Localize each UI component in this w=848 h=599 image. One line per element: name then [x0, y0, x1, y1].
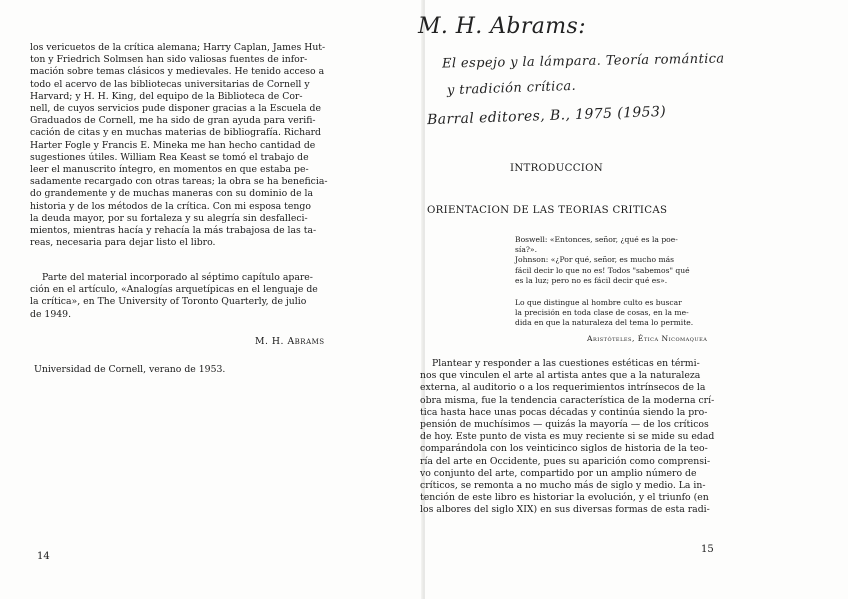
left-line: Parte del material incorporado al séptimo capítulo apare-: [42, 272, 313, 283]
author-signature: M. H. Abrams: [255, 336, 325, 347]
left-line: leer el manuscrito íntegro, en momentos en que estaba pe-: [30, 164, 309, 176]
right-line: pensión de muchísimos — quizás la mayoría — de los críticos: [420, 419, 709, 431]
quote-attribution: Aristóteles, Ética Nicomaquea: [587, 334, 708, 343]
epigraph-line: la precisión en toda clase de cosas, en la me-: [515, 308, 689, 318]
left-line: historia y de los métodos de la crítica. Con mi esposa tengo: [30, 200, 311, 212]
right-line: externa, al auditorio o a los requerimientos intrínsecos de la: [420, 382, 706, 394]
left-line: Graduados de Cornell, me ha sido de gran ayuda para verifi-: [30, 115, 316, 127]
epigraph-line: Johnson: «¿Por qué, señor, es mucho más: [515, 255, 675, 265]
right-line: los albores del siglo XIX) en sus diversas formas de esta radi-: [420, 504, 710, 516]
left-line: mación sobre temas clásicos y medievales. He tenido acceso a: [30, 66, 325, 78]
left-line: Harter Fogle y Francis E. Mineka me han hecho cantidad de: [30, 139, 316, 151]
handwritten-title: El espejo y la lámpara. Teoría romántica: [441, 51, 725, 72]
left-line: de 1949.: [30, 308, 72, 320]
left-line: nell, de cuyos servicios pude disponer gracias a la Escuela de: [30, 103, 321, 115]
left-line: Harvard; y H. H. King, del equipo de la Biblioteca de Cor-: [30, 90, 303, 102]
right-body-text: [420, 358, 716, 517]
left-paragraph-2: [30, 272, 348, 321]
right-line: nos que vinculen el arte al artista antes que a la naturaleza: [420, 370, 701, 382]
handwritten-author: M. H. Abrams:: [418, 14, 587, 39]
right-page: [418, 0, 848, 599]
left-line: reas, necesaria para dejar listo el libro.: [30, 237, 216, 249]
right-line: comparándola con los veinticinco siglos de historia de la teo-: [420, 443, 708, 455]
section-title: ORIENTACION DE LAS TEORIAS CRITICAS: [427, 205, 668, 216]
left-line: ton y Friedrich Solmsen han sido valiosas fuentes de infor-: [30, 54, 308, 66]
left-line: mientos, mientras hacía y rehacía la más trabajosa de las ta-: [30, 225, 317, 237]
epigraph-line: sía?».: [515, 245, 537, 255]
left-line: todo el acervo de las bibliotecas universitarias de Cornell y: [30, 78, 310, 90]
handwritten-subtitle: y tradición crítica.: [446, 78, 577, 99]
epigraph-line: dida en que la naturaleza del tema lo permite.: [515, 318, 694, 328]
right-line: críticos, se remonta a no mucho más de siglo y medio. La in-: [420, 480, 706, 492]
left-page: [0, 0, 423, 599]
right-line: obra misma, fue la tendencia característica de la moderna crí-: [420, 394, 715, 406]
left-page-number: 14: [37, 551, 50, 562]
epigraph-line: es la luz; pero no es fácil decir qué es».: [515, 275, 668, 285]
epigraph-line: fácil decir lo que no es! Todos "sabemos" qué: [515, 265, 690, 275]
right-page-number: 15: [701, 544, 714, 555]
left-line: la crítica», en The University of Toronto Quarterly, de julio: [30, 296, 307, 308]
place-date: Universidad de Cornell, verano de 1953.: [34, 364, 226, 375]
epigraph-dialogue: [515, 235, 705, 286]
right-line: ría del arte en Occidente, pues su aparición como comprensi-: [420, 455, 711, 467]
left-line: sugestiones útiles. William Rea Keast se tomó el trabajo de: [30, 151, 309, 163]
left-line: los vericuetos de la crítica alemana; Harry Caplan, James Hut-: [30, 42, 326, 53]
left-line: ción en el artículo, «Analogías arquetípicas en el lenguaje de: [30, 284, 318, 296]
right-line: Plantear y responder a las cuestiones estéticas en térmi-: [432, 358, 700, 369]
right-line: de hoy. Este punto de vista es muy reciente si se mide su edad: [420, 431, 715, 443]
chapter-title: INTRODUCCION: [510, 163, 603, 174]
left-body-text: [30, 42, 348, 249]
right-line: tención de este libro es historiar la evolución, y el triunfo (en: [420, 492, 709, 504]
epigraph-line: Lo que distingue al hombre culto es buscar: [515, 298, 682, 307]
epigraph-quote: [515, 298, 705, 329]
left-line: cación de citas y en muchas materias de bibliografía. Richard: [30, 127, 322, 139]
epigraph-line: Boswell: «Entonces, señor, ¿qué es la poe-: [515, 235, 678, 244]
left-line: do grandemente y de muchas maneras con su dominio de la: [30, 188, 314, 200]
handwritten-publisher: Barral editores, B., 1975 (1953): [426, 103, 667, 129]
right-line: tica hasta hace unas pocas décadas y continúa siendo la pro-: [420, 406, 708, 418]
left-line: la deuda mayor, por su fortaleza y su alegría sin desfalleci-: [30, 212, 308, 224]
right-line: vo conjunto del arte, compartido por un amplio número de: [420, 467, 697, 479]
left-line: sadamente recargado con otras tareas; la obra se ha beneficia-: [30, 176, 328, 188]
